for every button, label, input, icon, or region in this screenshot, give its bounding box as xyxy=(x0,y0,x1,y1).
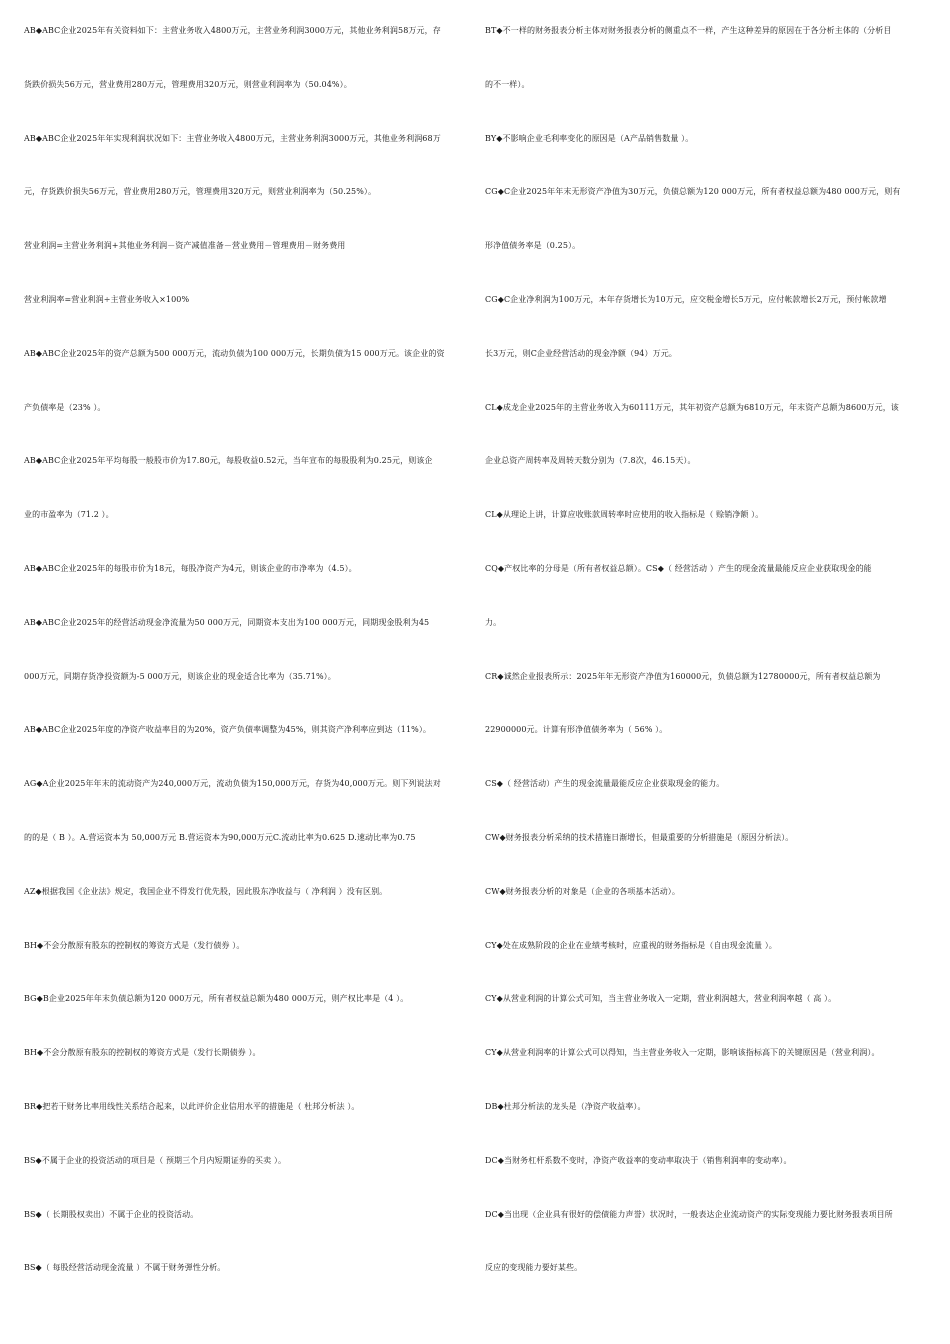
text-line: CQ◆产权比率的分母是（所有者权益总额）。CS◆（ 经营活动 ）产生的现金流量最能反应企业获取现金的能 xyxy=(485,563,872,573)
text-line: 营业利润=主营业务利润+其他业务利润－资产减值准备－营业费用－管理费用－财务费用 xyxy=(24,241,346,251)
text-line: 元，存货跌价损失56万元，营业费用280万元，管理费用320万元，则营业利润率为（50.25%）。 xyxy=(24,187,377,197)
text-line: 反应的变现能力要好某些。 xyxy=(485,1263,583,1273)
text-line: DB◆杜邦分析法的龙头是（净资产收益率）。 xyxy=(485,1101,646,1111)
text-line: AB◆ABC企业2025年度的净资产收益率目的为20%，资产负债率调整为45%，则其资产净利率应到达（11%）。 xyxy=(24,725,432,735)
text-line: AB◆ABC企业2025年的资产总额为500 000万元，流动负债为100 000万元，长期负债为15 000万元。该企业的资 xyxy=(24,348,445,358)
text-line: DC◆当出现（企业具有很好的偿债能力声誉）状况时，一般表达企业流动资产的实际变现能力要比财务报表项目所 xyxy=(485,1209,893,1219)
text-line: AB◆ABC企业2025年的经营活动现金净流量为50 000万元，同期资本支出为100 000万元，同期现金股利为45 xyxy=(24,617,430,627)
text-line: AB◆ABC企业2025年的每股市价为18元，每股净资产为4元，则该企业的市净率为（4.5）。 xyxy=(24,563,357,573)
text-line: 营业利润率=营业利润÷主营业务收入×100% xyxy=(24,294,190,304)
text-line: 000万元，同期存货净投资额为-5 000万元，则该企业的现金适合比率为（35.71%）。 xyxy=(24,671,336,681)
text-line: CL◆从理论上讲，计算应收账款周转率时应使用的收入指标是（ 赊销净额 ）。 xyxy=(485,510,764,520)
text-line: BS◆（ 每股经营活动现金流量 ）不属于财务弹性分析。 xyxy=(24,1263,226,1273)
text-line: BH◆不会分散原有股东的控制权的筹资方式是（发行债券 ）。 xyxy=(24,940,245,950)
text-line: CG◆C企业净利润为100万元，本年存货增长为10万元，应交税金增长5万元，应付帐款增长2万元，预付帐款增 xyxy=(485,294,887,304)
text-line: CG◆C企业2025年年末无形资产净值为30万元，负债总额为120 000万元，所有者权益总额为480 000万元，则有 xyxy=(485,187,901,197)
text-line: 货跌价损失56万元，营业费用280万元，管理费用320万元，则营业利润率为（50.04%）。 xyxy=(24,79,352,89)
text-line: AZ◆根据我国《企业法》规定，我国企业不得发行优先股，因此股东净收益与（ 净利润 ）没有区别。 xyxy=(24,886,388,896)
text-line: 的不一样）。 xyxy=(485,79,530,89)
text-line: CW◆财务报表分析采纳的技术措施日渐增长，但最重要的分析措施是（原因分析法）。 xyxy=(485,832,794,842)
text-line: CR◆诚然企业报表所示：2025年年无形资产净值为160000元，负债总额为12780000元，所有者权益总额为 xyxy=(485,671,881,681)
text-line: AB◆ABC企业2025年平均每股一般股市价为17.80元，每股收益0.52元，当年宣布的每股股利为0.25元，则该企 xyxy=(24,456,433,466)
text-line: BY◆不影响企业毛利率变化的原因是（A产品销售数量 ）。 xyxy=(485,133,694,143)
right-column xyxy=(485,24,930,1315)
text-line: BS◆不属于企业的投资活动的项目是（ 预期三个月内短期证券的买卖 ）。 xyxy=(24,1155,287,1165)
text-line: CY◆从营业利润率的计算公式可以得知，当主营业务收入一定期，影响该指标高下的关键原因是（营业利润）。 xyxy=(485,1048,880,1058)
text-line: BS◆（ 长期股权卖出）不属于企业的投资活动。 xyxy=(24,1209,199,1219)
text-line: CY◆从营业利润的计算公式可知，当主营业务收入一定期，营业利润越大，营业利润率越（ 高 ）。 xyxy=(485,994,837,1004)
text-line: 力。 xyxy=(485,617,502,627)
text-line: BG◆B企业2025年年末负债总额为120 000万元，所有者权益总额为480 000万元，则产权比率是（4 ）。 xyxy=(24,994,409,1004)
text-line: 长3万元，则C企业经营活动的现金净额（94）万元。 xyxy=(485,348,677,358)
text-line: 形净值债务率是（0.25）。 xyxy=(485,241,581,251)
text-line: AB◆ABC企业2025年年实现利润状况如下：主营业务收入4800万元，主营业务利润3000万元，其他业务利润68万 xyxy=(24,133,441,143)
text-line: BT◆不一样的财务报表分析主体对财务报表分析的侧重点不一样，产生这种差异的原因在于各分析主体的（分析目 xyxy=(485,26,892,35)
text-line: BR◆把若干财务比率用线性关系结合起来，以此评价企业信用水平的措施是（ 杜邦分析法 ）。 xyxy=(24,1101,360,1111)
left-column xyxy=(24,24,469,1315)
text-line: DC◆当财务杠杆系数不变时，净资产收益率的变动率取决于（销售利润率的变动率）。 xyxy=(485,1155,792,1165)
text-line: CY◆处在成熟阶段的企业在业绩考核时，应重视的财务指标是（自由现金流量 ）。 xyxy=(485,940,777,950)
text-line: 22900000元。计算有形净值债务率为（ 56% ）。 xyxy=(485,725,668,735)
text-line: 业的市盈率为（71.2 ）。 xyxy=(24,510,114,520)
text-line: AB◆ABC企业2025年有关资料如下：主营业务收入4800万元，主营业务利润3000万元，其他业务利润58万元，存 xyxy=(24,26,441,35)
text-line: 产负债率是（23% ）。 xyxy=(24,402,106,412)
text-line: BH◆不会分散原有股东的控制权的筹资方式是（发行长期债券 ）。 xyxy=(24,1048,261,1058)
text-line: CL◆成龙企业2025年的主营业务收入为60111万元，其年初资产总额为6810万元，年末资产总额为8600万元，该 xyxy=(485,402,899,412)
text-line: CS◆（ 经营活动）产生的现金流量最能反应企业获取现金的能力。 xyxy=(485,779,725,789)
text-line: 企业总资产周转率及周转天数分别为（7.8次，46.15天）。 xyxy=(485,456,696,466)
text-line: AG◆A企业2025年年末的流动资产为240,000万元，流动负债为150,000万元，存货为40,000万元。则下列说法对 xyxy=(24,779,441,789)
text-line: CW◆财务报表分析的对象是（企业的各项基本活动）。 xyxy=(485,886,680,896)
text-line: 的的是（ B ）。A.营运资本为 50,000万元 B.营运资本为90,000万元C.流动比率为0.625 D.速动比率为0.75 xyxy=(24,832,416,842)
